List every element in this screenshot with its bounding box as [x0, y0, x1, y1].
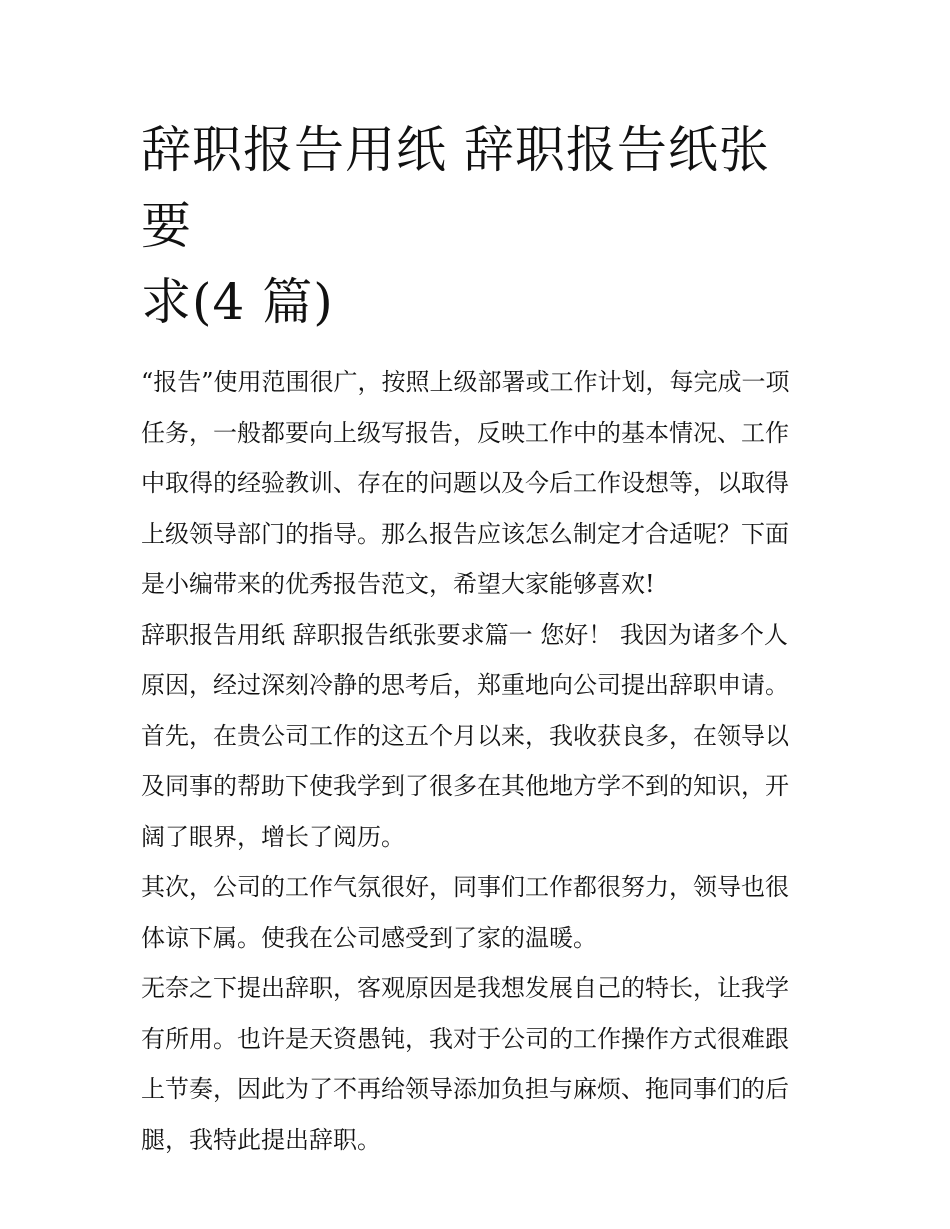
title-line: 求(4 篇) — [141, 273, 334, 331]
text-line: 上级领导部门的指导。那么报告应该怎么制定才合适呢？下面 — [141, 519, 789, 548]
text-line: 其次，公司的工作气氛很好，同事们工作都很努力，领导也很 — [141, 873, 789, 901]
document-body — [141, 357, 813, 1165]
text-line: 是小编带来的优秀报告范文，希望大家能够喜欢! — [141, 570, 655, 598]
text-line: 任务，一般都要向上级写报告，反映工作中的基本情况、工作 — [141, 418, 789, 447]
text-line: 阔了眼界，增长了阅历。 — [141, 822, 405, 851]
text-line: 上节奏，因此为了不再给领导添加负担与麻烦、拖同事们的后 — [141, 1075, 789, 1103]
document-content — [141, 112, 813, 1165]
text-line: 中取得的经验教训、存在的问题以及今后工作设想等，以取得 — [141, 469, 789, 497]
text-line: 辞职报告用纸 辞职报告纸张要求篇一 您好！ 我因为诸多个人 — [141, 620, 788, 649]
text-line: 无奈之下提出辞职，客观原因是我想发展自己的特长，让我学 — [141, 974, 789, 1002]
greeting-paragraph — [141, 610, 813, 711]
text-line: 有所用。也许是天资愚钝，我对于公司的工作操作方式很难跟 — [141, 1024, 789, 1053]
title-line: 辞职报告用纸 辞职报告纸张要 — [141, 121, 770, 255]
text-line: 腿，我特此提出辞职。 — [141, 1125, 381, 1154]
document-title — [141, 112, 813, 340]
second-reason-paragraph — [141, 862, 813, 963]
text-line: 首先，在贵公司工作的这五个月以来，我收获良多，在领导以 — [141, 721, 789, 750]
text-line: 体谅下属。使我在公司感受到了家的温暖。 — [141, 923, 597, 952]
text-line: 原因，经过深刻冷静的思考后，郑重地向公司提出辞职申请。 — [141, 671, 789, 699]
first-reason-paragraph — [141, 711, 813, 863]
resignation-reason-paragraph — [141, 963, 813, 1165]
text-line: 及同事的帮助下使我学到了很多在其他地方学不到的知识，开 — [141, 772, 789, 800]
intro-paragraph — [141, 357, 813, 610]
text-line: “报告”使用范围很广，按照上级部署或工作计划，每完成一项 — [141, 368, 790, 396]
